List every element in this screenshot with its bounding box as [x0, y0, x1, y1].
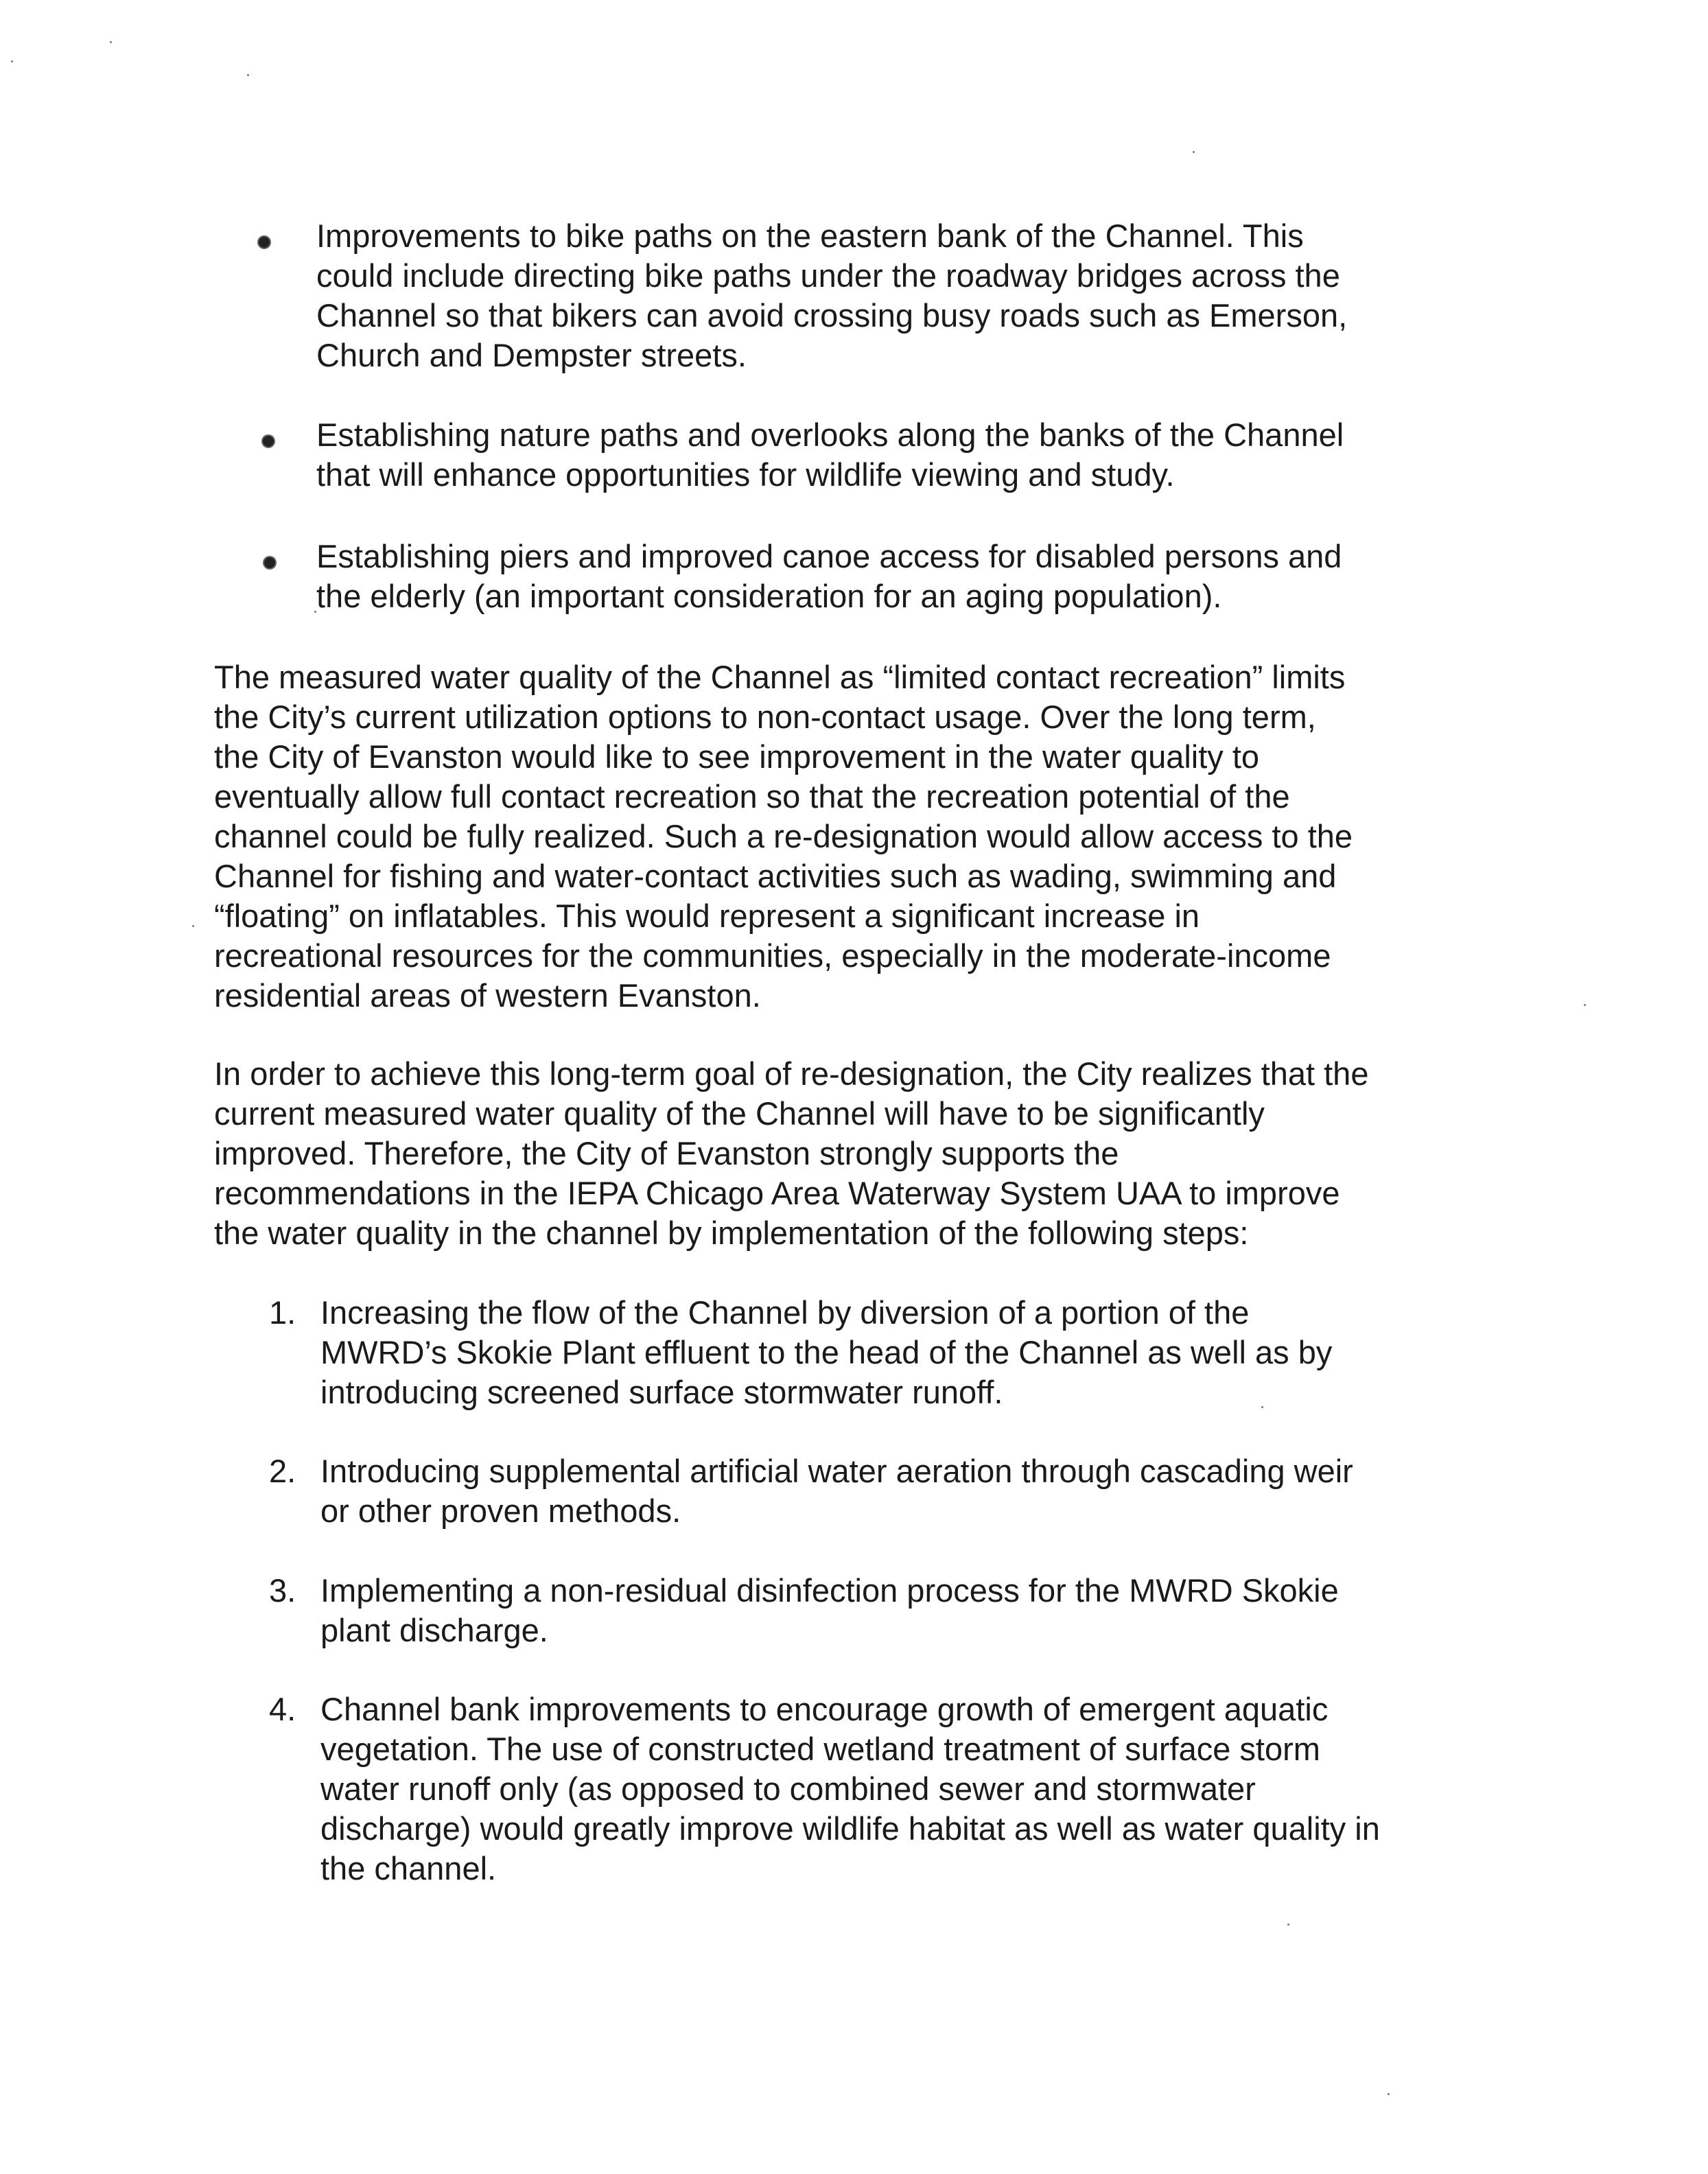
list-item-text: Introducing supplemental artificial water aeration through cascading weir or other proven methods.: [320, 1453, 1353, 1529]
scan-speck: [314, 611, 316, 613]
list-item-text: Channel bank improvements to encourage growth of emergent aquatic vegetation. The use of constructed wetland treatment of surface storm water runoff only (as opposed to combined sewer and stormwater discharge) would greatly improve wildlife habitat as well as water quality in the channel.: [320, 1691, 1380, 1886]
list-item-text: Implementing a non-residual disinfection process for the MWRD Skokie plant discharge.: [320, 1572, 1339, 1648]
bullet-icon: [263, 436, 274, 447]
scan-speck: [247, 74, 249, 76]
scan-speck: [110, 41, 112, 43]
list-number: 1.: [269, 1294, 296, 1331]
paragraph: In order to achieve this long-term goal of re-designation, the City realizes that the current measured water quality of the Channel will have to be significantly improved. Therefore, the City of Evanston strongly supports the recommendations in the IEPA Chicago Area Waterway System UAA to improve the water quality in the channel by implementation of the following steps:: [214, 1055, 1369, 1251]
bullet-icon: [264, 557, 275, 568]
bullet-text: Establishing piers and improved canoe access for disabled persons and the elderly (an important consideration for an aging population).: [316, 538, 1342, 614]
scan-speck: [1287, 1924, 1289, 1926]
bullet-text: Establishing nature paths and overlooks along the banks of the Channel that will enhance opportunities for wildlife viewing and study.: [316, 417, 1344, 493]
scan-speck: [1584, 1004, 1586, 1006]
scan-speck: [1388, 2093, 1390, 2095]
bullet-icon: [259, 237, 270, 248]
scan-speck: [1261, 1406, 1263, 1408]
scan-speck: [11, 60, 13, 62]
scan-speck: [1193, 151, 1195, 153]
paragraph: The measured water quality of the Channel as “limited contact recreation” limits the City’s current utilization options to non-contact usage. Over the long term, the City of Evanston would like to see improvement in the water quality to eventually allow full contact recreation so that the recreation potential of the channel could be fully realized. Such a re-designation would allow access to the Channel for fishing and water-contact activities such as wading, swimming and “floating” on inflatables. This would represent a significant increase in recreational resources for the communities, especially in the moderate-income residential areas of western Evanston.: [214, 659, 1353, 1014]
bullet-text: Improvements to bike paths on the eastern bank of the Channel. This could include directing bike paths under the roadway bridges across the Channel so that bikers can avoid crossing busy roads such as Emerson, Church and Dempster streets.: [316, 218, 1348, 373]
list-number: 3.: [269, 1572, 296, 1609]
scan-speck: [192, 925, 194, 927]
list-number: 4.: [269, 1691, 296, 1727]
list-item-text: Increasing the flow of the Channel by diversion of a portion of the MWRD’s Skokie Plant effluent to the head of the Channel as well as by introducing screened surface stormwater runoff.: [320, 1294, 1333, 1410]
list-number: 2.: [269, 1453, 296, 1489]
